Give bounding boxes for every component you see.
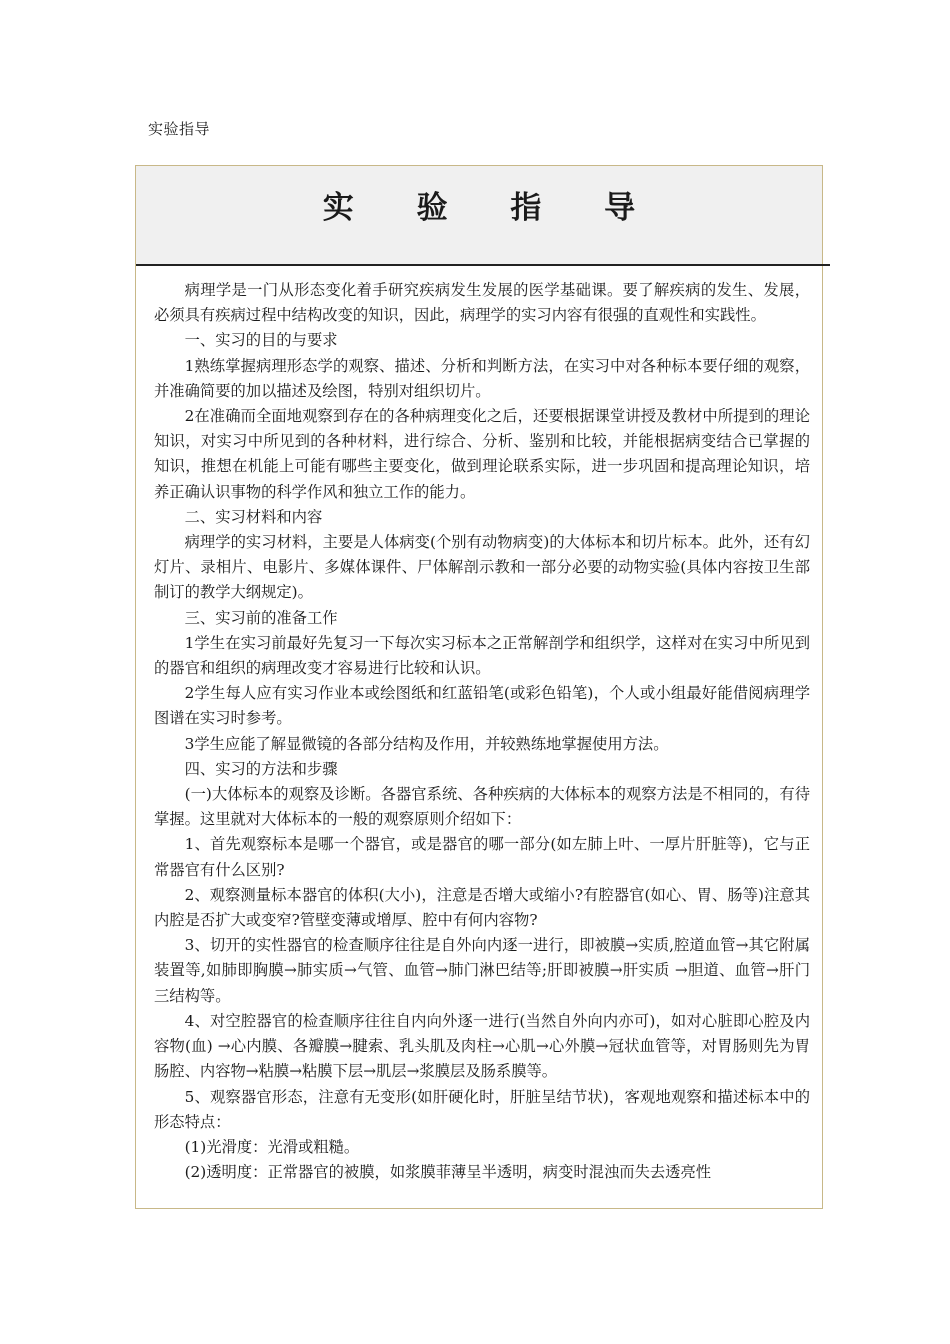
content-frame <box>135 165 823 1209</box>
method-step-5: 5、观察器官形态，注意有无变形(如肝硬化时，肝脏呈结节状)，客观地观察和描述标本中的形态特点： <box>154 1087 810 1131</box>
objective-item-1: 1熟练掌握病理形态学的观察、描述、分析和判断方法，在实习中对各种标本要仔细的观察，并准确简要的加以描述及绘图，特别对组织切片。 <box>154 356 810 400</box>
materials-paragraph: 病理学的实习材料，主要是人体病变(个别有动物病变)的大体标本和切片标本。此外，还有幻灯片、录相片、电影片、多媒体课件、尸体解剖示教和一部分必要的动物实验(具体内容按卫生部制订的教学大纲规定)。 <box>154 533 810 602</box>
section-heading-methods: 四、实习的方法和步骤 <box>184 759 338 778</box>
document-title: 实 验 指 导 <box>322 190 662 226</box>
intro-paragraph: 病理学是一门从形态变化着手研究疾病发生发展的医学基础课。要了解疾病的发生、发展，必须具有疾病过程中结构改变的知识，因此，病理学的实习内容有很强的直观性和实践性。 <box>154 281 810 325</box>
gross-specimen-intro: (一)大体标本的观察及诊断。各器官系统、各种疾病的大体标本的观察方法是不相同的，有待掌握。这里就对大体标本的一般的观察原则介绍如下： <box>154 785 810 829</box>
feature-transparency: (2)透明度：正常器官的被膜，如浆膜菲薄呈半透明，病变时混浊而失去透亮性 <box>184 1163 712 1182</box>
preparation-item-2: 2学生每人应有实习作业本或绘图纸和红蓝铅笔(或彩色铅笔)，个人或小组最好能借阅病理学图谱在实习时参考。 <box>154 684 810 728</box>
preparation-item-3: 3学生应能了解显微镜的各部分结构及作用，并较熟练地掌握使用方法。 <box>184 734 669 753</box>
section-heading-preparation: 三、实习前的准备工作 <box>184 608 338 627</box>
method-step-3: 3、切开的实性器官的检查顺序往往是自外向内逐一进行，即被膜→实质,腔道血管→其它附属装置等,如肺即胸膜→肺实质→气管、血管→肺门淋巴结等;肝即被膜→肝实质 →胆道、血管→肝门三结构等。 <box>154 936 810 1005</box>
preparation-item-1: 1学生在实习前最好先复习一下每次实习标本之正常解剖学和组织学，这样对在实习中所见到的器官和组织的病理改变才容易进行比较和认识。 <box>154 633 810 678</box>
section-heading-materials: 二、实习材料和内容 <box>184 507 323 526</box>
title-divider <box>136 264 830 266</box>
objective-item-2: 2在准确而全面地观察到存在的各种病理变化之后，还要根据课堂讲授及教材中所提到的理论知识，对实习中所见到的各种材料，进行综合、分析、鉴别和比较，并能根据病变结合已掌握的知识，推想在机能上可能有哪些主要变化，做到理论联系实际，进一步巩固和提高理论知识，培养正确认识事物的科学作风和独立工作的能力。 <box>154 407 810 501</box>
method-step-4: 4、对空腔器官的检查顺序往往自内向外逐一进行(当然自外向内亦可)，如对心脏即心腔及内容物(血) →心内膜、各瓣膜→腱索、乳头肌及肉柱→心肌→心外膜→冠状血管等，对胃肠则先为胃肠腔、内容物→粘膜→粘膜下层→肌层→浆膜层及肠系膜等。 <box>154 1011 810 1081</box>
method-step-1: 1、首先观察标本是哪一个器官，或是器官的哪一部分(如左肺上叶、一厚片肝脏等)，它与正常器官有什么区别? <box>154 835 810 879</box>
section-heading-objectives: 一、实习的目的与要求 <box>184 331 338 350</box>
title-band <box>136 166 822 264</box>
body-text <box>154 278 810 1185</box>
running-header: 实验指导 <box>148 120 211 138</box>
feature-smoothness: (1)光滑度：光滑或粗糙。 <box>184 1137 360 1156</box>
method-step-2: 2、观察测量标本器官的体积(大小)，注意是否增大或缩小?有腔器官(如心、胃、肠等)注意其内腔是否扩大或变窄?管壁变薄或增厚、腔中有何内容物? <box>154 885 810 930</box>
